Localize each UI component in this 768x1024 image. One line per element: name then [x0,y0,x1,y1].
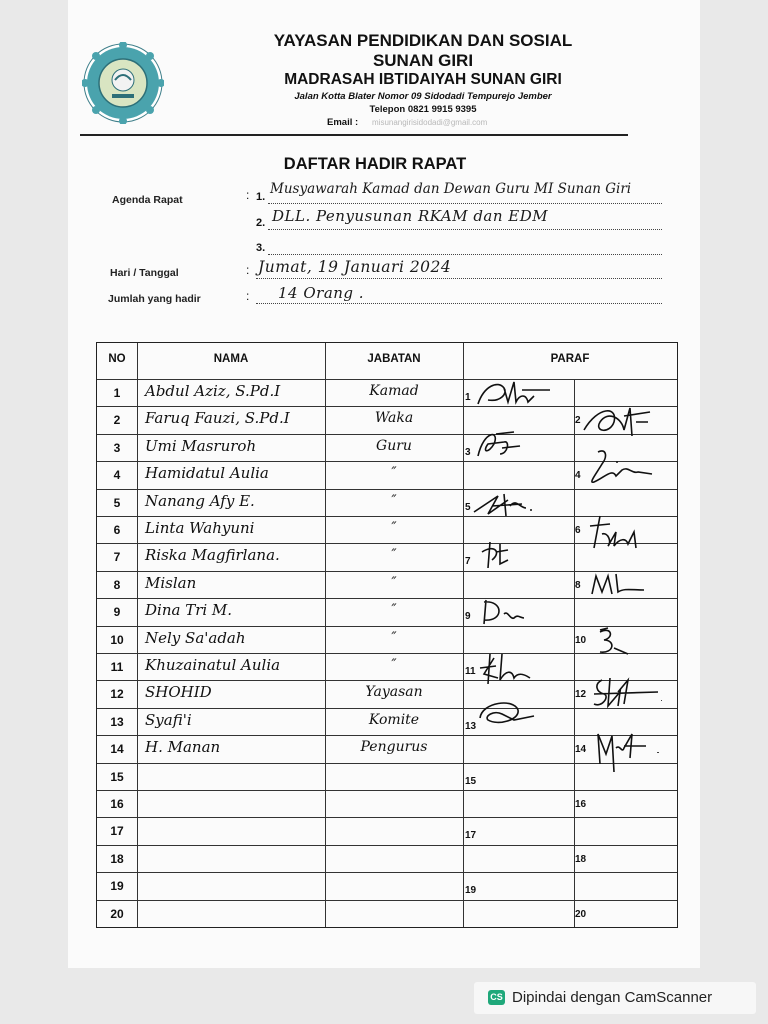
signature-9 [478,596,534,628]
row-number: 16 [110,797,124,811]
agenda-colon: : [246,188,250,202]
row-divider [97,817,677,818]
agenda-label: Agenda Rapat [112,194,183,206]
school-address: Jalan Kotta Blater Nomor 09 Sidodadi Tempurejo Jember [294,91,552,102]
row-number: 19 [110,879,124,894]
row-position: ″ [391,547,397,564]
signature-7 [478,538,514,572]
row-divider [97,790,677,791]
date-colon: : [246,263,250,277]
meeting-date: Jumat, 19 Januari 2024 [258,258,452,276]
attendance-colon: : [246,289,250,303]
signature-12 [588,674,662,710]
camscanner-label: Dipindai dengan CamScanner [512,989,713,1006]
signature-10 [592,624,632,660]
col-divider-nama [325,343,326,927]
row-position: ″ [391,492,397,509]
paraf-number: 8 [575,579,581,591]
signature-5 [468,486,548,522]
row-divider [97,900,677,901]
header-no: NO [108,353,126,365]
col-divider-jabatan [463,343,464,927]
school-logo [82,42,164,124]
row-divider [97,626,677,627]
row-divider [97,735,677,736]
paraf-number: 16 [575,799,587,810]
row-number: 9 [113,605,121,620]
letterhead-divider [80,134,628,136]
paraf-number: 4 [575,470,581,482]
paraf-number: 13 [465,720,477,732]
row-name: Linta Wahyuni [145,519,255,537]
foundation-name-line2: SUNAN GIRI [372,51,474,70]
paraf-number: 18 [575,853,587,865]
signature-14 [592,728,662,776]
row-name: Dina Tri M. [145,601,233,620]
paraf-number: 3 [465,446,471,458]
signature-2 [578,402,654,442]
row-number: 14 [110,742,124,757]
col-divider-no [137,343,138,927]
paraf-number: 2 [575,415,581,427]
foundation-name-line1: YAYASAN PENDIDIKAN DAN SOSIAL [273,31,573,50]
row-divider [97,653,677,654]
paraf-number: 10 [575,634,587,646]
attendance-line [256,303,662,304]
row-position: ″ [391,574,397,591]
row-name: Syafi'i [145,710,192,729]
row-position: ″ [391,657,397,673]
row-number: 4 [113,468,121,483]
row-number: 1 [113,386,121,400]
row-name: Hamidatul Aulia [145,464,269,483]
row-number: 18 [110,851,124,866]
school-name: MADRASAH IBTIDAIYAH SUNAN GIRI [284,71,562,88]
row-name: Nely Sa'adah [145,628,246,647]
row-name: Abdul Aziz, S.Pd.I [145,382,281,400]
agenda-item-2-number: 2. [256,217,266,229]
row-name: SHOHID [145,683,212,702]
date-line [256,278,662,279]
agenda-item-1-text: Musyawarah Kamad dan Dewan Guru MI Sunan Giri [270,181,632,197]
row-position: Waka [374,410,414,427]
paraf-number: 14 [575,744,587,756]
agenda-item-2-text: DLL. Penyusunan RKAM dan EDM [272,207,549,225]
header-paraf: PARAF [550,353,590,365]
row-position: Komite [368,711,420,728]
row-number: 12 [110,687,124,702]
row-name: Khuzainatul Aulia [145,656,281,674]
paraf-number: 11 [465,666,476,677]
paraf-number: 5 [465,501,471,513]
row-position: Guru [376,437,412,454]
signature-3 [474,426,524,466]
signature-8 [588,570,646,598]
email-value: misunangirisidodadi@gmail.com [372,118,488,127]
agenda-item-1-number: 1. [256,191,266,203]
row-position: ″ [391,629,397,646]
date-label: Hari / Tanggal [110,267,179,279]
row-number: 13 [110,714,124,729]
row-number: 5 [113,495,121,510]
row-position: Yayasan [365,684,423,701]
row-number: 6 [113,523,121,537]
row-number: 8 [113,577,121,592]
row-position: ″ [391,465,397,482]
row-divider [97,598,677,599]
row-number: 10 [110,632,124,647]
agenda-line-1 [268,203,662,204]
attendance-count: 14 Orang . [278,284,365,302]
row-number: 7 [113,550,121,565]
header-divider [97,379,677,380]
row-number: 3 [113,440,121,455]
row-name: Mislan [145,573,197,592]
paraf-number: 9 [465,611,471,623]
agenda-line-3 [268,254,662,255]
header-jabatan: JABATAN [367,353,421,365]
signature-13 [474,696,538,732]
row-number: 2 [113,413,121,428]
paraf-number: 7 [465,556,471,568]
signature-4 [582,446,656,488]
email-label: Email : [327,117,359,128]
row-number: 15 [110,769,124,784]
paraf-number: 17 [465,830,477,842]
row-number: 17 [110,824,124,839]
camscanner-icon: CS [488,990,505,1005]
agenda-line-2 [268,229,662,230]
paraf-number: 20 [575,908,587,920]
row-number: 11 [110,660,124,674]
paraf-number: 1 [465,392,471,403]
paraf-number: 12 [575,689,587,701]
row-position: ″ [391,520,397,536]
row-position: ″ [391,602,397,619]
signature-11 [476,648,534,688]
agenda-item-3-number: 3. [256,242,266,254]
paraf-number: 6 [575,525,581,536]
row-divider [97,763,677,764]
row-name: Faruq Fauzi, S.Pd.I [145,409,290,428]
row-name: Nanang Afy E. [145,491,255,510]
header-nama: NAMA [213,353,249,365]
row-divider [97,489,677,490]
school-phone: Telepon 0821 9915 9395 [369,104,477,115]
paraf-number: 19 [465,885,477,897]
row-divider [97,872,677,873]
document-title: DAFTAR HADIR RAPAT [283,155,467,173]
row-number: 20 [110,906,124,921]
row-name: Umi Masruroh [145,436,257,455]
row-position: Pengurus [360,739,428,756]
paraf-number: 15 [465,775,477,787]
row-name: Riska Magfirlana. [145,546,280,565]
attendance-label: Jumlah yang hadir [108,293,201,305]
signature-1 [474,376,554,412]
row-name: H. Manan [145,738,221,757]
signature-6 [586,512,642,552]
row-position: Kamad [369,383,419,399]
row-divider [97,845,677,846]
